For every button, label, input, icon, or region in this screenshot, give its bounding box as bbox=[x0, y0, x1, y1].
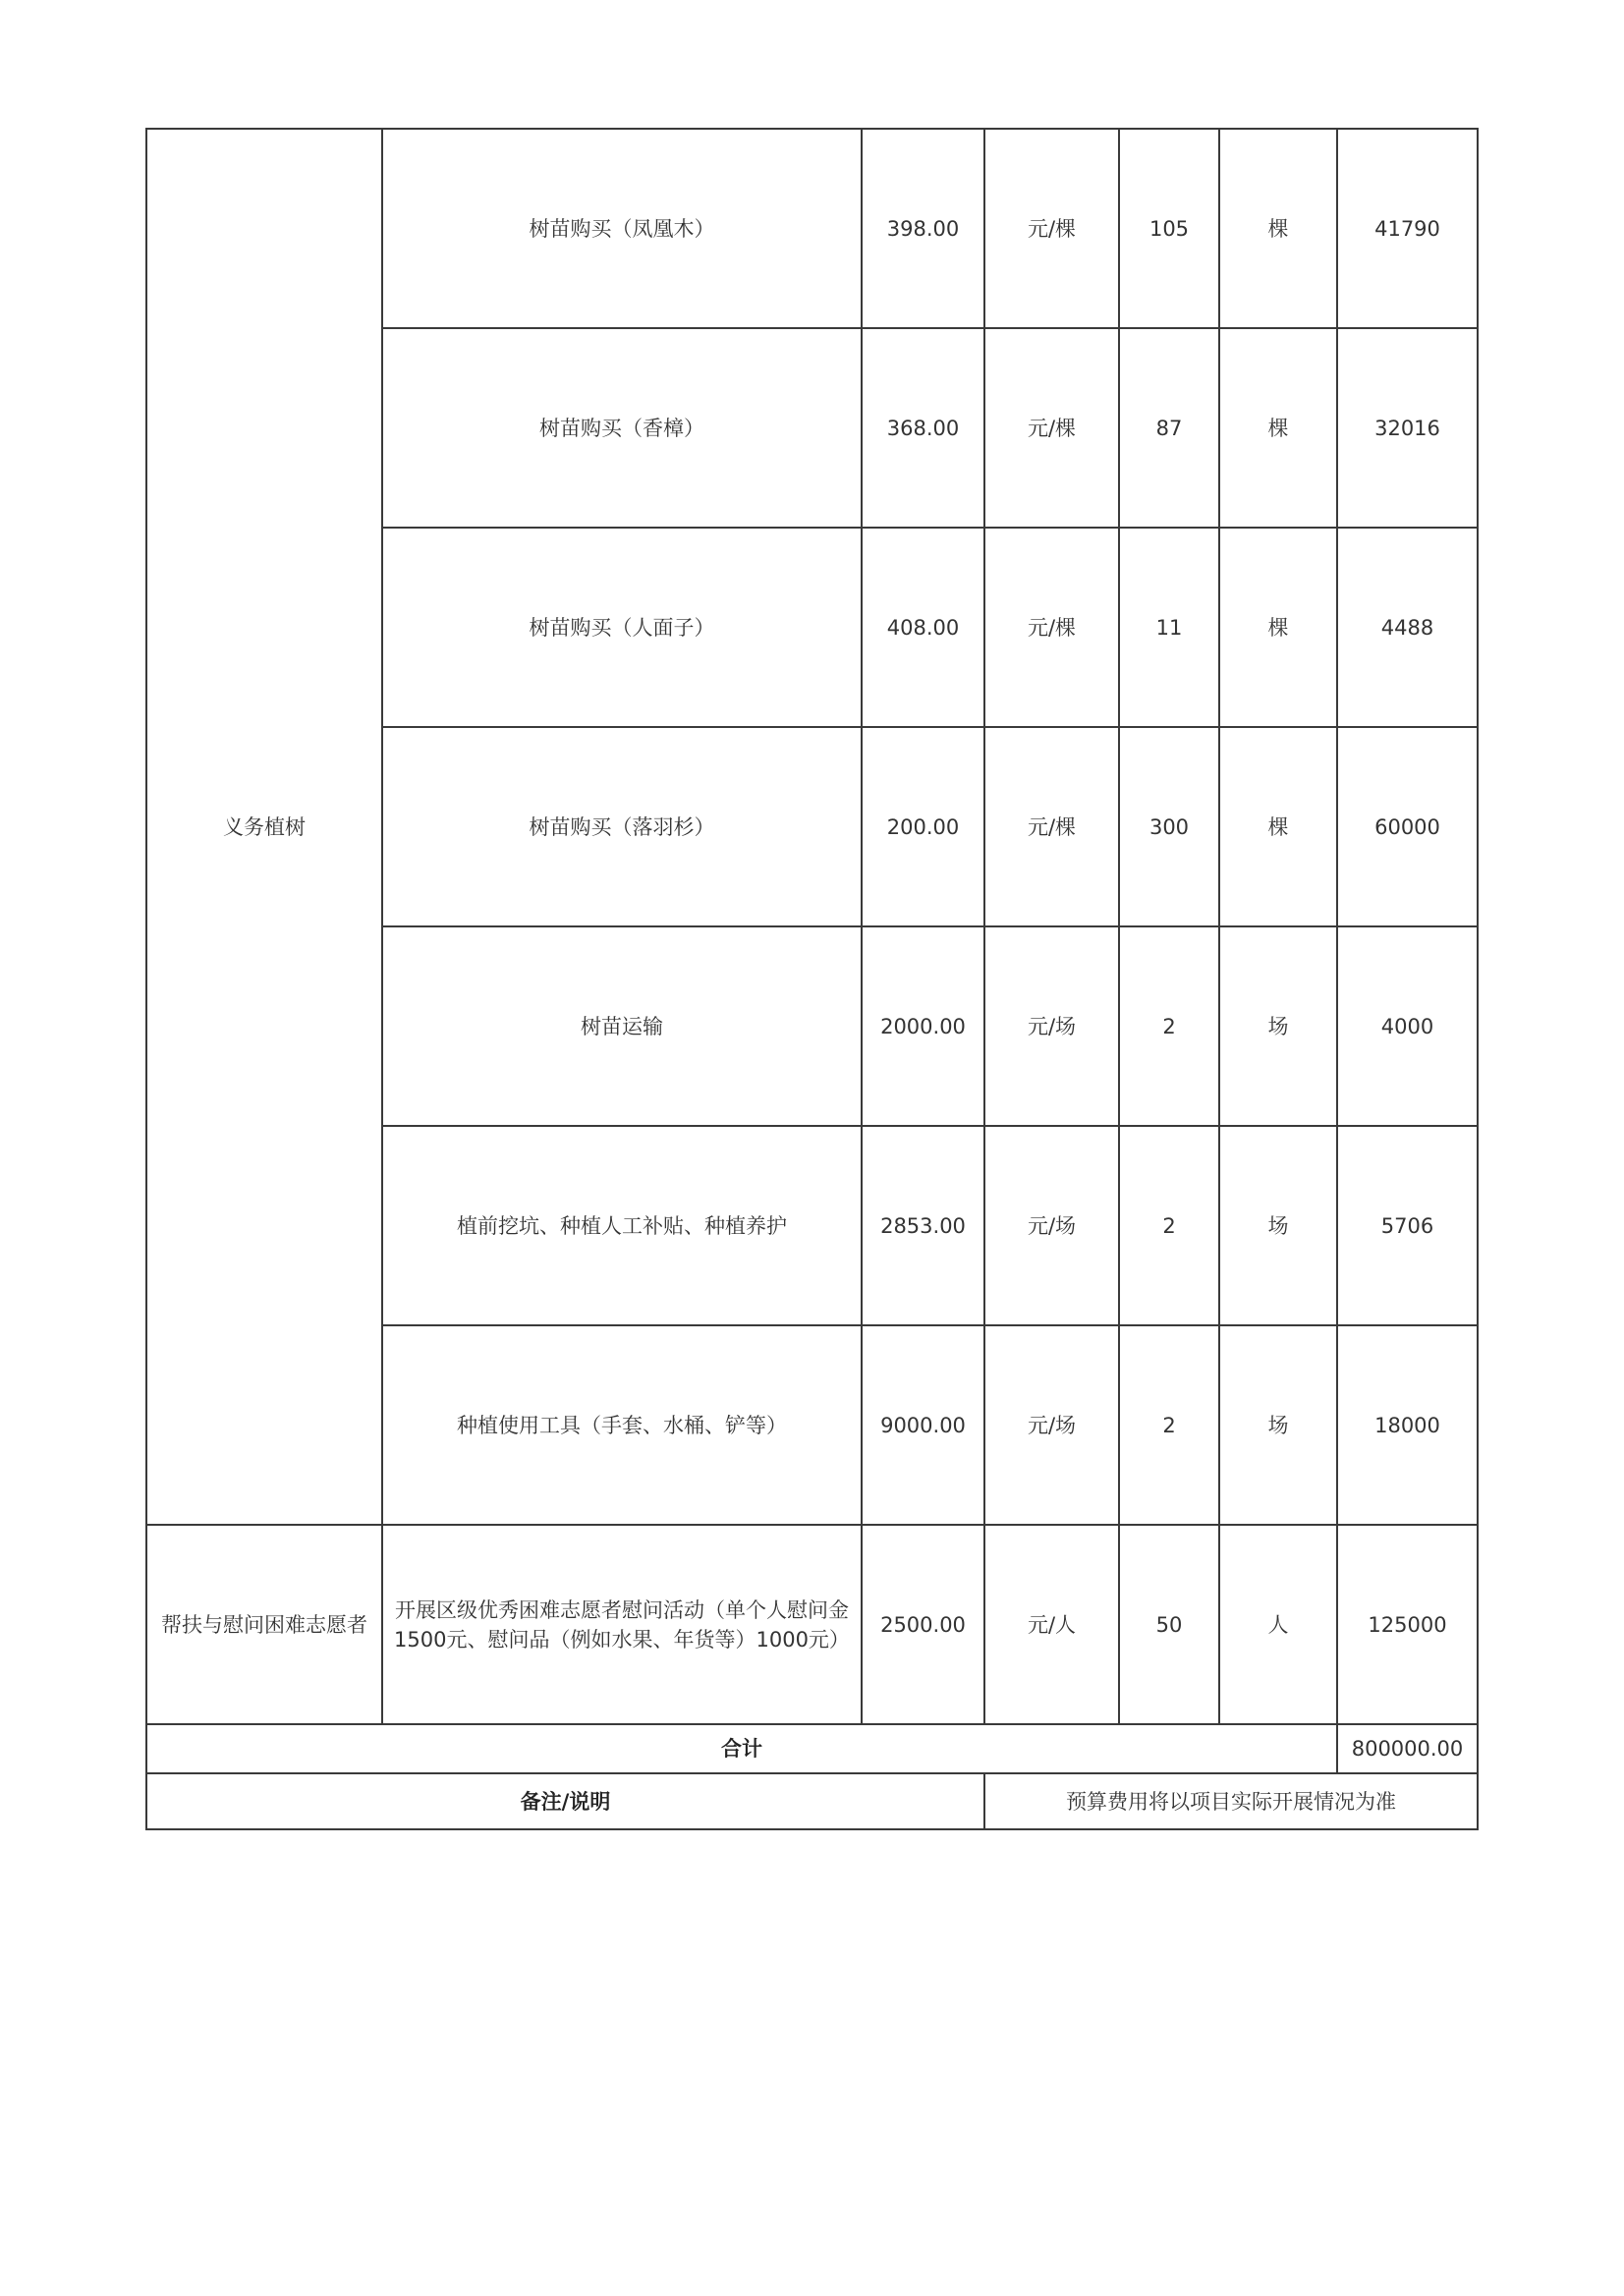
category-cell: 义务植树 bbox=[146, 129, 382, 1525]
item-unit-price: 元/棵 bbox=[984, 727, 1119, 926]
table-row bbox=[146, 1525, 1478, 1724]
item-price: 368.00 bbox=[862, 328, 984, 528]
item-unit: 棵 bbox=[1219, 727, 1337, 926]
item-unit-price: 元/棵 bbox=[984, 328, 1119, 528]
item-unit: 场 bbox=[1219, 1325, 1337, 1525]
item-unit-price: 元/人 bbox=[984, 1525, 1119, 1724]
item-amount: 125000 bbox=[1337, 1525, 1478, 1724]
item-quantity: 87 bbox=[1119, 328, 1219, 528]
item-price: 398.00 bbox=[862, 129, 984, 328]
item-unit-price: 元/场 bbox=[984, 1325, 1119, 1525]
category-cell: 帮扶与慰问困难志愿者 bbox=[146, 1525, 382, 1724]
note-row bbox=[146, 1773, 1478, 1829]
item-unit: 棵 bbox=[1219, 528, 1337, 727]
item-description: 树苗购买（香樟） bbox=[382, 328, 862, 528]
item-quantity: 11 bbox=[1119, 528, 1219, 727]
item-quantity: 2 bbox=[1119, 1126, 1219, 1325]
item-price: 2853.00 bbox=[862, 1126, 984, 1325]
item-quantity: 2 bbox=[1119, 1325, 1219, 1525]
item-quantity: 300 bbox=[1119, 727, 1219, 926]
note-value: 预算费用将以项目实际开展情况为准 bbox=[984, 1773, 1478, 1829]
item-amount: 60000 bbox=[1337, 727, 1478, 926]
item-amount: 4488 bbox=[1337, 528, 1478, 727]
item-description: 树苗运输 bbox=[382, 926, 862, 1126]
total-label: 合计 bbox=[146, 1724, 1337, 1773]
item-amount: 18000 bbox=[1337, 1325, 1478, 1525]
item-quantity: 105 bbox=[1119, 129, 1219, 328]
total-value: 800000.00 bbox=[1337, 1724, 1478, 1773]
item-quantity: 2 bbox=[1119, 926, 1219, 1126]
item-amount: 5706 bbox=[1337, 1126, 1478, 1325]
note-label: 备注/说明 bbox=[146, 1773, 984, 1829]
total-row bbox=[146, 1724, 1478, 1773]
item-unit-price: 元/棵 bbox=[984, 129, 1119, 328]
item-price: 2500.00 bbox=[862, 1525, 984, 1724]
item-unit: 棵 bbox=[1219, 129, 1337, 328]
item-unit-price: 元/棵 bbox=[984, 528, 1119, 727]
item-description: 树苗购买（人面子） bbox=[382, 528, 862, 727]
item-unit: 场 bbox=[1219, 1126, 1337, 1325]
item-unit: 棵 bbox=[1219, 328, 1337, 528]
item-description: 植前挖坑、种植人工补贴、种植养护 bbox=[382, 1126, 862, 1325]
table-row bbox=[146, 129, 1478, 328]
item-unit: 人 bbox=[1219, 1525, 1337, 1724]
item-description: 树苗购买（落羽杉） bbox=[382, 727, 862, 926]
item-price: 9000.00 bbox=[862, 1325, 984, 1525]
budget-table bbox=[145, 128, 1479, 1830]
item-quantity: 50 bbox=[1119, 1525, 1219, 1724]
item-unit-price: 元/场 bbox=[984, 1126, 1119, 1325]
item-price: 408.00 bbox=[862, 528, 984, 727]
item-amount: 4000 bbox=[1337, 926, 1478, 1126]
item-unit: 场 bbox=[1219, 926, 1337, 1126]
item-description: 开展区级优秀困难志愿者慰问活动（单个人慰问金1500元、慰问品（例如水果、年货等）1000元） bbox=[382, 1525, 862, 1724]
item-unit-price: 元/场 bbox=[984, 926, 1119, 1126]
item-amount: 32016 bbox=[1337, 328, 1478, 528]
item-amount: 41790 bbox=[1337, 129, 1478, 328]
item-price: 2000.00 bbox=[862, 926, 984, 1126]
item-description: 种植使用工具（手套、水桶、铲等） bbox=[382, 1325, 862, 1525]
item-price: 200.00 bbox=[862, 727, 984, 926]
item-description: 树苗购买（凤凰木） bbox=[382, 129, 862, 328]
